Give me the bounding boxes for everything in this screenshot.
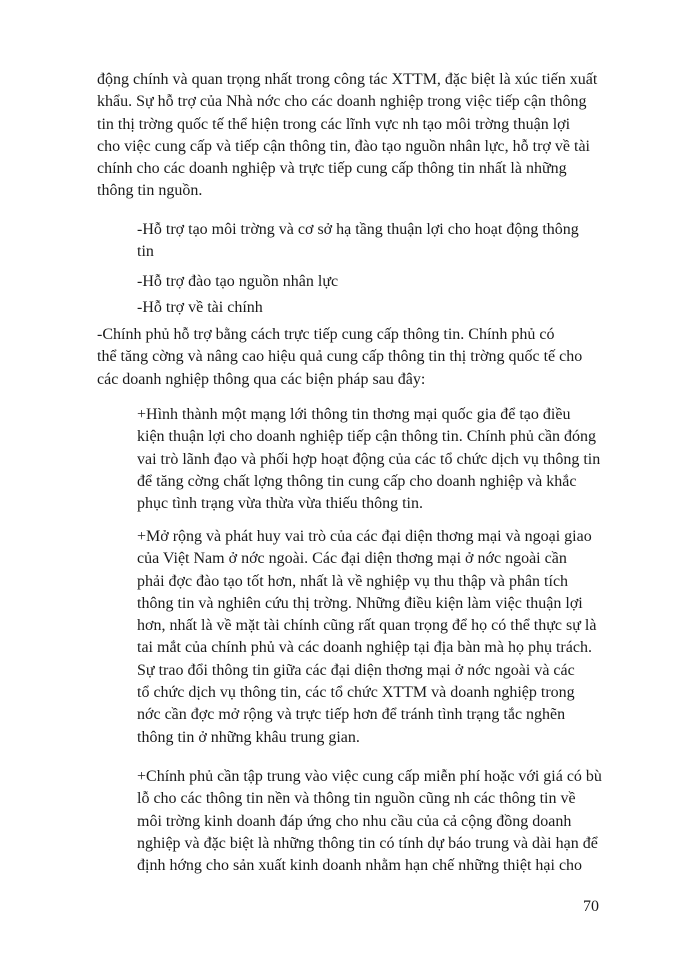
text-line: khẩu. Sự hỗ trợ của Nhà nớc cho các doanh nghiệp trong việc tiếp cận thông <box>97 93 587 111</box>
text-line: +Mở rộng và phát huy vai trò của các đại diện thơng mại và ngoại giao <box>137 528 592 545</box>
text-line: thể tăng cờng và nâng cao hiệu quả cung cấp thông tin thị trờng quốc tế cho <box>97 348 583 366</box>
text-line: phục tình trạng vừa thừa vừa thiếu thông tin. <box>137 495 423 513</box>
text-line: môi trờng kinh doanh đáp ứng cho nhu cầu của cả cộng đồng doanh <box>137 812 572 830</box>
text-line: -Chính phủ hỗ trợ bằng cách trực tiếp cung cấp thông tin. Chính phủ có <box>97 326 555 343</box>
text-line: của Việt Nam ở nớc ngoài. Các đại diện thơng mại ở nớc ngoài cần <box>137 550 567 568</box>
support-item-information <box>97 324 617 391</box>
support-item-finance <box>137 297 617 319</box>
text-line: tin thị trờng quốc tế thể hiện trong các lĩnh vực nh tạo môi trờng thuận lợi <box>97 115 571 133</box>
text-line: định hớng cho sản xuất kinh doanh nhằm hạn chế những thiệt hại cho <box>137 857 583 875</box>
text-line: tin <box>137 243 154 261</box>
text-line: -Hỗ trợ đào tạo nguồn nhân lực <box>137 273 339 290</box>
text-line: Sự trao đổi thông tin giữa các đại diện thơng mại ở nớc ngoài và các <box>137 661 575 679</box>
text-line: +Hình thành một mạng lới thông tin thơng mại quốc gia để tạo điều <box>137 406 571 423</box>
text-line: thông tin và nghiên cứu thị trờng. Những điều kiện làm việc thuận lợi <box>137 594 583 612</box>
measure-paragraph-free-info <box>137 766 617 877</box>
text-line: các doanh nghiệp thông qua các biện pháp sau đây: <box>97 370 426 388</box>
text-line: lỗ cho các thông tin nền và thông tin nguồn cũng nh các thông tin về <box>137 790 576 808</box>
measure-paragraph-representatives <box>137 526 617 749</box>
text-line: động chính và quan trọng nhất trong công tác XTTM, đặc biệt là xúc tiến xuất <box>97 71 598 88</box>
text-line: thông tin nguồn. <box>97 182 203 200</box>
support-item-infrastructure <box>137 219 617 264</box>
text-line: kiện thuận lợi cho doanh nghiệp tiếp cận thông tin. Chính phủ cần đóng <box>137 428 597 446</box>
text-line: +Chính phủ cần tập trung vào việc cung cấp miễn phí hoặc với giá có bù <box>137 768 602 785</box>
text-line: -Hỗ trợ tạo môi trờng và cơ sở hạ tầng thuận lợi cho hoạt động thông <box>137 221 579 238</box>
text-line: nớc cần đợc mở rộng và trực tiếp hơn để tránh tình trạng tắc nghẽn <box>137 706 566 724</box>
measure-paragraph-network <box>137 404 617 515</box>
support-item-training <box>137 271 617 293</box>
text-line: để tăng cờng chất lợng thông tin cung cấp cho doanh nghiệp và khắc <box>137 472 577 490</box>
text-line: hơn, nhất là về mặt tài chính cũng rất quan trọng để họ có thể thực sự là <box>137 617 597 635</box>
text-line: tai mắt của chính phủ và các doanh nghiệp tại địa bàn mà họ phụ trách. <box>137 639 592 657</box>
text-line: tổ chức dịch vụ thông tin, các tổ chức XTTM và doanh nghiệp trong <box>137 684 575 702</box>
text-line: nghiệp và đặc biệt là những thông tin có tính dự báo trung và dài hạn để <box>137 834 598 852</box>
text-line: thông tin ở những khâu trung gian. <box>137 728 360 746</box>
text-line: vai trò lãnh đạo và phối hợp hoạt động của các tổ chức dịch vụ thông tin <box>137 450 601 468</box>
text-line: -Hỗ trợ về tài chính <box>137 299 263 316</box>
text-line: chính cho các doanh nghiệp và trực tiếp cung cấp thông tin nhất là những <box>97 160 567 178</box>
text-line: phải đợc đào tạo tốt hơn, nhất là về nghiệp vụ thu thập và phân tích <box>137 572 569 590</box>
text-line: cho việc cung cấp và tiếp cận thông tin, đào tạo nguồn nhân lực, hỗ trợ về tài <box>97 137 590 155</box>
body-paragraph <box>97 69 617 203</box>
page-number: 70 <box>583 898 599 915</box>
